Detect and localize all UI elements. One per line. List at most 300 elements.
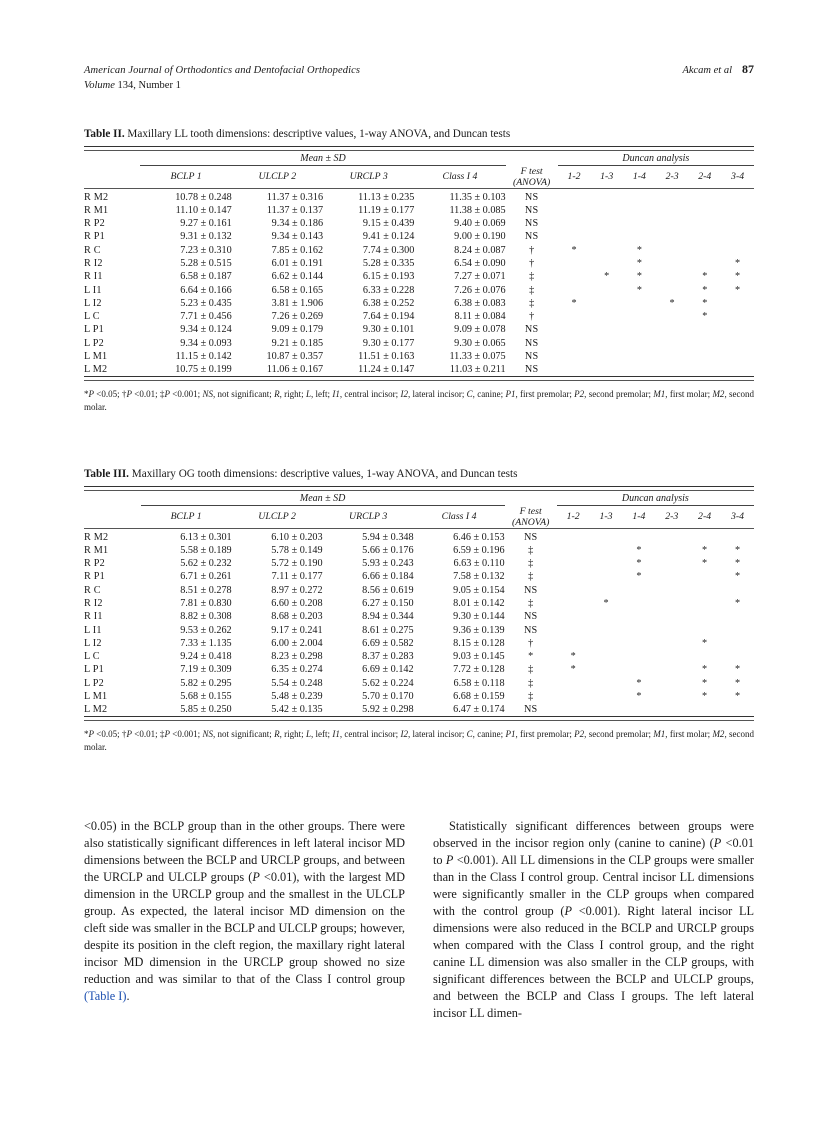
cell-duncan-3-4: * — [734, 598, 741, 610]
cell-duncan-2-4 — [688, 570, 721, 583]
cell-duncan-1-4: * — [636, 284, 642, 296]
cell-tooth: R M1 — [84, 204, 109, 216]
cell-ulclp: 8.97 ± 0.272 — [271, 584, 323, 596]
cell-duncan-2-4: * — [702, 311, 708, 323]
cell-tooth: R I1 — [84, 271, 103, 283]
cell-bclp: 9.34 ± 0.124 — [180, 324, 232, 336]
cell-duncan-3-4: * — [734, 677, 741, 689]
table-row — [84, 557, 754, 570]
cell-urclp: 9.41 ± 0.124 — [362, 231, 415, 243]
cell-duncan-3-4 — [721, 337, 754, 350]
table-row — [84, 337, 754, 350]
table-3-caption — [84, 468, 754, 480]
col-header-duncan-1-3: 1-3 — [599, 511, 613, 523]
cell-ftest: NS — [523, 611, 538, 623]
table-row — [84, 677, 754, 690]
cell-duncan-3-4 — [721, 363, 754, 377]
cell-duncan-1-2 — [557, 531, 590, 544]
cell-urclp: 6.69 ± 0.582 — [362, 637, 414, 649]
col-header-tooth — [84, 166, 140, 189]
cell-duncan-1-2 — [557, 690, 590, 703]
cell-duncan-1-4 — [623, 323, 656, 336]
group-header-mean-sd: Mean ± SD — [299, 493, 346, 504]
table-3 — [84, 486, 754, 723]
body-left-column — [84, 818, 405, 1022]
cell-ftest: NS — [524, 218, 539, 230]
cell-duncan-1-4 — [623, 310, 656, 323]
cell-urclp: 6.69 ± 0.142 — [362, 664, 414, 676]
table-row — [84, 650, 754, 663]
cell-duncan-3-4: * — [734, 544, 741, 556]
cell-ulclp: 6.58 ± 0.165 — [271, 284, 324, 296]
col-header-tooth — [84, 506, 141, 529]
cell-duncan-1-4 — [622, 623, 655, 636]
cell-tooth: L C — [84, 651, 100, 663]
cell-ulclp: 8.68 ± 0.203 — [271, 611, 323, 623]
table-row — [84, 531, 754, 544]
cell-duncan-1-4 — [622, 597, 655, 610]
cell-urclp: 9.30 ± 0.101 — [362, 324, 415, 336]
cell-duncan-2-3 — [656, 257, 689, 270]
cell-bclp: 6.71 ± 0.261 — [180, 571, 232, 583]
table-3-caption-text: Maxillary OG tooth dimensions: descriptive values, 1-way ANOVA, and Duncan tests — [131, 468, 518, 480]
cell-urclp: 11.13 ± 0.235 — [358, 191, 415, 203]
cell-ulclp: 9.34 ± 0.186 — [271, 218, 324, 230]
cell-duncan-1-3 — [590, 690, 623, 703]
col-header-duncan-3-4: 3-4 — [731, 171, 745, 183]
cell-duncan-1-2: * — [570, 664, 576, 676]
cell-duncan-1-2 — [557, 570, 590, 583]
cell-duncan-2-3 — [656, 337, 689, 350]
cell-duncan-2-4 — [688, 597, 721, 610]
table-row — [84, 690, 754, 703]
cell-ftest: ‡ — [528, 571, 534, 583]
cell-duncan-1-3 — [590, 363, 623, 377]
cell-duncan-1-2 — [558, 323, 591, 336]
cell-duncan-1-3 — [590, 191, 623, 204]
cell-bclp: 9.53 ± 0.262 — [180, 624, 232, 636]
cell-duncan-1-4 — [622, 531, 655, 544]
cell-ulclp: 5.78 ± 0.149 — [271, 544, 323, 556]
cell-duncan-2-3 — [656, 363, 689, 377]
cell-duncan-1-3 — [590, 637, 623, 650]
cell-duncan-3-4 — [721, 703, 754, 717]
cell-ftest: ‡ — [529, 271, 535, 283]
cell-duncan-3-4 — [721, 610, 754, 623]
cell-ulclp: 7.85 ± 0.162 — [271, 244, 324, 256]
cell-duncan-2-3 — [655, 584, 688, 597]
cell-urclp: 11.51 ± 0.163 — [358, 351, 415, 363]
cell-class1: 9.03 ± 0.145 — [453, 651, 505, 663]
cell-class1: 9.05 ± 0.154 — [453, 584, 505, 596]
cell-duncan-1-2 — [557, 544, 590, 557]
cell-ftest: NS — [524, 337, 539, 349]
table-row — [84, 310, 754, 323]
cell-ulclp: 6.62 ± 0.144 — [271, 271, 324, 283]
col-header-urclp: URCLP 3 — [349, 171, 388, 183]
cell-ulclp: 9.34 ± 0.143 — [271, 231, 324, 243]
cell-duncan-2-4 — [688, 217, 721, 230]
cell-duncan-1-2 — [557, 610, 590, 623]
cell-class1: 7.58 ± 0.132 — [453, 571, 505, 583]
cell-tooth: L I1 — [84, 284, 102, 296]
cell-tooth: R M2 — [84, 531, 109, 543]
cell-class1: 9.09 ± 0.078 — [454, 324, 506, 336]
running-head-right — [682, 60, 754, 78]
cell-urclp: 5.66 ± 0.176 — [362, 544, 414, 556]
col-header-duncan-2-3: 2-3 — [665, 511, 679, 523]
journal-title: American Journal of Orthodontics and Dentofacial Orthopedics — [84, 65, 361, 76]
cell-tooth: L M2 — [84, 364, 108, 376]
cell-duncan-2-4 — [688, 257, 721, 270]
cell-bclp: 5.23 ± 0.435 — [180, 297, 232, 309]
cell-class1: 6.63 ± 0.110 — [453, 558, 505, 570]
col-header-duncan-2-4: 2-4 — [698, 171, 712, 183]
cell-ftest: NS — [524, 204, 539, 216]
table-row — [84, 323, 754, 336]
cell-duncan-2-4 — [688, 350, 721, 363]
cell-bclp: 9.24 ± 0.418 — [180, 651, 232, 663]
cell-bclp: 7.23 ± 0.310 — [180, 244, 232, 256]
cell-urclp: 8.37 ± 0.283 — [362, 651, 414, 663]
cell-duncan-1-2 — [557, 677, 590, 690]
cell-duncan-1-3 — [590, 244, 623, 257]
cell-duncan-1-2: * — [571, 244, 577, 256]
cell-ftest: NS — [523, 584, 538, 596]
rule — [84, 381, 754, 384]
running-head — [84, 60, 754, 91]
cell-duncan-3-4 — [721, 584, 754, 597]
cell-bclp: 10.75 ± 0.199 — [175, 364, 232, 376]
table-3-group-headers — [84, 493, 754, 504]
cell-duncan-2-3 — [656, 217, 689, 230]
cell-duncan-3-4 — [721, 323, 754, 336]
cell-duncan-2-4: * — [702, 677, 708, 689]
cell-duncan-2-3 — [656, 244, 689, 257]
body-text-columns — [84, 818, 754, 1022]
cell-ulclp: 8.23 ± 0.298 — [271, 651, 323, 663]
cell-class1: 6.58 ± 0.118 — [453, 677, 505, 689]
cell-duncan-3-4 — [721, 244, 754, 257]
col-header-duncan-2-3: 2-3 — [665, 171, 679, 183]
cell-duncan-1-4 — [623, 350, 656, 363]
cell-duncan-2-3: * — [669, 297, 675, 309]
cell-class1: 9.30 ± 0.144 — [453, 611, 505, 623]
cell-class1: 6.68 ± 0.159 — [453, 691, 505, 703]
cell-duncan-1-2 — [557, 623, 590, 636]
cell-ftest: ‡ — [529, 297, 535, 309]
cell-duncan-1-2 — [557, 703, 590, 717]
cell-duncan-1-4: * — [636, 677, 642, 689]
table-row — [84, 363, 754, 377]
cell-class1: 8.11 ± 0.084 — [454, 311, 506, 323]
cell-duncan-2-4 — [688, 623, 721, 636]
cell-urclp: 7.64 ± 0.194 — [362, 311, 415, 323]
cell-duncan-1-2 — [557, 637, 590, 650]
cell-duncan-3-4 — [721, 637, 754, 650]
cell-duncan-3-4 — [721, 297, 754, 310]
cell-duncan-2-4 — [688, 610, 721, 623]
cell-duncan-2-4 — [688, 531, 721, 544]
left-column-text-end: . — [126, 989, 130, 1004]
cell-duncan-2-3 — [655, 570, 688, 583]
col-header-ulclp: ULCLP 2 — [258, 171, 297, 183]
table-row — [84, 350, 754, 363]
cell-duncan-1-3 — [590, 337, 623, 350]
table-1-crossref-link[interactable]: (Table I) — [84, 989, 127, 1004]
cell-ulclp: 9.17 ± 0.241 — [271, 624, 323, 636]
cell-tooth: L P2 — [84, 677, 104, 689]
cell-ftest: † — [529, 258, 535, 270]
table-row — [84, 270, 754, 283]
cell-ftest: ‡ — [528, 664, 534, 676]
cell-urclp: 8.94 ± 0.344 — [362, 611, 414, 623]
table-row — [84, 283, 754, 296]
cell-tooth: R C — [84, 244, 101, 256]
cell-duncan-3-4 — [721, 217, 754, 230]
volume-number: 134, Number 1 — [117, 80, 181, 91]
cell-class1: 11.38 ± 0.085 — [449, 204, 506, 216]
cell-duncan-2-3 — [655, 544, 688, 557]
cell-ftest: ‡ — [529, 284, 535, 296]
col-header-duncan-1-2: 1-2 — [567, 171, 581, 183]
cell-urclp: 9.15 ± 0.439 — [362, 218, 415, 230]
cell-duncan-1-4 — [622, 663, 655, 676]
cell-duncan-1-4: * — [636, 244, 642, 256]
cell-duncan-2-3 — [655, 703, 688, 717]
cell-tooth: R M1 — [84, 544, 109, 556]
cell-ulclp: 9.09 ± 0.179 — [271, 324, 324, 336]
cell-class1: 9.40 ± 0.069 — [454, 218, 506, 230]
cell-duncan-2-3 — [655, 663, 688, 676]
cell-tooth: L I2 — [84, 637, 102, 649]
cell-ulclp: 5.72 ± 0.190 — [271, 558, 323, 570]
cell-duncan-2-4 — [688, 650, 721, 663]
cell-ftest: † — [528, 637, 534, 649]
cell-duncan-1-4 — [622, 637, 655, 650]
cell-bclp: 9.27 ± 0.161 — [180, 218, 232, 230]
cell-class1: 6.47 ± 0.174 — [453, 704, 505, 716]
cell-ftest: † — [529, 244, 535, 256]
cell-duncan-2-4: * — [702, 691, 708, 703]
cell-duncan-1-3 — [590, 570, 623, 583]
col-header-bclp: BCLP 1 — [170, 171, 202, 183]
cell-duncan-1-3: * — [604, 271, 610, 283]
cell-duncan-2-4 — [688, 363, 721, 377]
cell-ulclp: 6.35 ± 0.274 — [271, 664, 323, 676]
table-row — [84, 230, 754, 243]
col-header-class1: Class I 4 — [442, 171, 478, 183]
cell-urclp: 6.66 ± 0.184 — [362, 571, 414, 583]
cell-ulclp: 10.87 ± 0.357 — [266, 351, 324, 363]
cell-class1: 8.15 ± 0.128 — [453, 637, 505, 649]
cell-duncan-2-3 — [655, 677, 688, 690]
cell-duncan-2-4: * — [702, 558, 708, 570]
cell-ftest: ‡ — [528, 691, 534, 703]
table-3-head — [84, 487, 754, 531]
cell-class1: 8.01 ± 0.142 — [453, 598, 505, 610]
table-row — [84, 217, 754, 230]
cell-class1: 11.33 ± 0.075 — [449, 351, 506, 363]
cell-class1: 9.30 ± 0.065 — [454, 337, 506, 349]
table-2-body — [84, 191, 754, 377]
cell-duncan-3-4: * — [735, 284, 741, 296]
cell-duncan-3-4: * — [734, 571, 741, 583]
cell-duncan-1-2 — [558, 191, 591, 204]
cell-duncan-2-4 — [688, 230, 721, 243]
table-3-foot-rule — [84, 717, 754, 724]
cell-bclp: 7.19 ± 0.309 — [180, 664, 232, 676]
cell-ftest: NS — [523, 624, 538, 636]
cell-duncan-1-3 — [590, 297, 623, 310]
cell-bclp: 8.82 ± 0.308 — [180, 611, 232, 623]
cell-duncan-3-4: * — [735, 271, 741, 283]
table-2-label: Table II. — [84, 128, 125, 140]
table-2 — [84, 146, 754, 383]
table-2-group-headers — [84, 153, 754, 164]
cell-class1: 7.27 ± 0.071 — [454, 271, 506, 283]
cell-bclp: 5.68 ± 0.155 — [180, 691, 232, 703]
cell-duncan-1-3 — [590, 623, 623, 636]
cell-duncan-1-3 — [590, 217, 623, 230]
cell-ulclp: 5.54 ± 0.248 — [271, 677, 323, 689]
cell-bclp: 5.62 ± 0.232 — [180, 558, 232, 570]
cell-tooth: L P2 — [84, 337, 104, 349]
cell-ftest: NS — [524, 191, 539, 203]
table-row — [84, 544, 754, 557]
col-header-ftest — [506, 166, 558, 189]
authors-running-head: Akcam et al — [682, 65, 732, 76]
cell-duncan-3-4 — [721, 191, 754, 204]
col-header-duncan-1-4: 1-4 — [632, 171, 646, 183]
cell-urclp: 8.61 ± 0.275 — [362, 624, 414, 636]
cell-duncan-1-2 — [558, 337, 591, 350]
table-row — [84, 257, 754, 270]
cell-class1: 6.54 ± 0.090 — [454, 258, 506, 270]
left-column-text: <0.05) in the BCLP group than in the other groups. There were also statistically significant differences in left lateral incisor MD dimensions between the BCLP and URCLP groups, and between the URCLP and ULCLP groups (P <0.01), with the largest MD dimension in the URCLP group and the smallest in the ULCLP group. As expected, the lateral incisor MD dimension on the cleft side was smaller in the BCLP and ULCLP groups; however, despite its position in the cleft region, the maxillary right lateral incisor MD dimension in the URCLP group showed no size reduction and was similar to that of the Class I control group — [84, 819, 405, 987]
cell-duncan-1-4 — [623, 217, 656, 230]
cell-duncan-2-3 — [656, 323, 689, 336]
cell-ftest: NS — [524, 364, 539, 376]
cell-duncan-3-4: * — [734, 691, 741, 703]
cell-duncan-1-2 — [557, 557, 590, 570]
table-2-foot-rule — [84, 377, 754, 384]
table-row — [84, 297, 754, 310]
cell-urclp: 9.30 ± 0.177 — [362, 337, 415, 349]
col-header-urclp: URCLP 3 — [349, 511, 388, 523]
col-header-ftest-line1: F test — [520, 165, 543, 177]
cell-class1: 9.00 ± 0.190 — [454, 231, 506, 243]
cell-ulclp: 11.37 ± 0.316 — [266, 191, 324, 203]
cell-tooth: L I2 — [84, 297, 102, 309]
cell-bclp: 5.85 ± 0.250 — [180, 704, 232, 716]
cell-duncan-1-2 — [558, 350, 591, 363]
cell-class1: 6.59 ± 0.196 — [453, 544, 505, 556]
cell-duncan-1-4 — [623, 337, 656, 350]
cell-ulclp: 9.21 ± 0.185 — [271, 337, 324, 349]
cell-duncan-1-2 — [558, 204, 591, 217]
group-header-mean-sd: Mean ± SD — [300, 153, 346, 164]
cell-ulclp: 5.48 ± 0.239 — [271, 691, 323, 703]
col-header-ulclp: ULCLP 2 — [258, 511, 296, 523]
cell-duncan-2-4 — [688, 584, 721, 597]
col-header-bclp: BCLP 1 — [170, 511, 202, 523]
cell-bclp: 6.64 ± 0.166 — [180, 284, 232, 296]
cell-bclp: 7.71 ± 0.456 — [180, 311, 232, 323]
cell-ftest: NS — [524, 351, 539, 363]
cell-tooth: L M1 — [84, 351, 108, 363]
cell-tooth: L I1 — [84, 624, 102, 636]
cell-duncan-2-3 — [656, 283, 689, 296]
col-header-duncan-1-4: 1-4 — [632, 511, 646, 523]
cell-class1: 6.38 ± 0.083 — [454, 297, 506, 309]
cell-urclp: 5.28 ± 0.335 — [362, 258, 415, 270]
cell-duncan-1-3 — [590, 283, 623, 296]
cell-urclp: 6.27 ± 0.150 — [362, 598, 414, 610]
cell-tooth: L P1 — [84, 324, 104, 336]
cell-ftest: NS — [524, 231, 539, 243]
cell-duncan-3-4 — [721, 204, 754, 217]
cell-urclp: 8.56 ± 0.619 — [362, 584, 414, 596]
cell-ftest: NS — [524, 324, 539, 336]
cell-tooth: L C — [84, 311, 100, 323]
cell-duncan-2-4: * — [702, 664, 708, 676]
cell-ulclp: 11.37 ± 0.137 — [266, 204, 324, 216]
cell-duncan-1-4: * — [636, 544, 642, 556]
cell-bclp: 9.34 ± 0.093 — [180, 337, 232, 349]
cell-bclp: 9.31 ± 0.132 — [180, 231, 232, 243]
cell-duncan-1-3 — [590, 350, 623, 363]
cell-ulclp: 6.00 ± 2.004 — [271, 637, 323, 649]
col-header-ftest-line1: F test — [519, 505, 542, 517]
cell-duncan-1-4: * — [636, 271, 642, 283]
cell-ftest: † — [529, 311, 535, 323]
cell-duncan-1-2 — [558, 257, 591, 270]
cell-duncan-1-3 — [590, 257, 623, 270]
cell-duncan-2-4: * — [702, 284, 708, 296]
cell-duncan-1-3 — [590, 650, 623, 663]
cell-bclp: 7.81 ± 0.830 — [180, 598, 232, 610]
cell-ulclp: 3.81 ± 1.906 — [271, 297, 324, 309]
cell-duncan-1-4: * — [636, 691, 642, 703]
cell-tooth: R P2 — [84, 218, 105, 230]
table-row — [84, 703, 754, 717]
cell-duncan-3-4: * — [735, 258, 741, 270]
cell-duncan-1-4 — [623, 230, 656, 243]
cell-ulclp: 7.11 ± 0.177 — [271, 571, 323, 583]
cell-duncan-1-3 — [590, 703, 623, 717]
cell-duncan-1-2 — [558, 230, 591, 243]
cell-duncan-1-4 — [623, 297, 656, 310]
table-row — [84, 191, 754, 204]
cell-bclp: 5.82 ± 0.295 — [180, 677, 232, 689]
table-3-block — [84, 468, 754, 755]
cell-duncan-1-4 — [622, 610, 655, 623]
cell-ftest: ‡ — [528, 677, 534, 689]
table-2-column-headers — [84, 166, 754, 189]
table-row — [84, 663, 754, 676]
cell-duncan-1-3 — [590, 663, 623, 676]
cell-duncan-1-2: * — [571, 297, 577, 309]
col-header-duncan-1-3: 1-3 — [600, 171, 614, 183]
cell-duncan-1-3 — [590, 677, 623, 690]
cell-duncan-1-2 — [557, 597, 590, 610]
cell-duncan-2-4 — [688, 244, 721, 257]
cell-duncan-3-4: * — [734, 558, 741, 570]
cell-duncan-3-4 — [721, 623, 754, 636]
cell-class1: 7.72 ± 0.128 — [453, 664, 505, 676]
cell-bclp: 11.15 ± 0.142 — [175, 351, 232, 363]
